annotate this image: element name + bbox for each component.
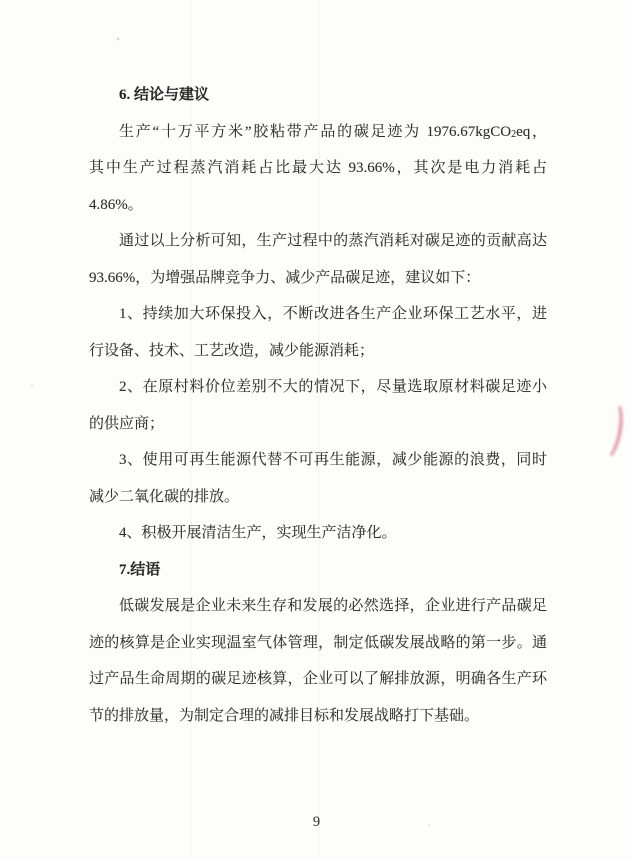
document-page-content [89,77,547,734]
text-segment: 生产“十万平方米”胶粘带产品的碳足迹为 1976.67kgCO [119,123,512,140]
text-line: 减少二氧化碳的排放。 [89,488,240,505]
scan-speck [31,385,33,387]
text-line: 过产品生命周期的碳足迹核算，企业可以了解排放源，明确各生产环 [89,671,547,687]
text-line: 通过以上分析可知，生产过程中的蒸汽消耗对碳足迹的贡献高达 [119,233,547,249]
section-heading-conclusions: 6. 结论与建议 [119,87,210,103]
recommendation-line-1: 1、持续加大环保投入，不断改进各生产企业环保工艺水平，进 [119,306,547,322]
text-line: 其中生产过程蒸汽消耗占比最大达 93.66%，其次是电力消耗占 [89,160,547,176]
text-segment: eq， [516,123,547,140]
text-line: 93.66%，为增强品牌竞争力、减少产品碳足迹，建议如下： [89,269,481,286]
co2-subscript: 2 [511,128,517,140]
recommendation-line-2: 2、在原村料价位差别不大的情况下，尽量选取原材料碳足迹小 [119,379,547,395]
red-ink-mark [594,398,627,461]
page-number: 9 [312,814,321,830]
scan-speck [117,38,119,40]
section-heading-epilogue: 7.结语 [119,561,161,578]
text-line: 4.86%。 [89,196,143,213]
text-line: 行设备、技术、工艺改造，减少能源消耗； [89,342,375,359]
text-line: 迹的核算是企业实现温室气体管理，制定低碳发展战略的第一步。通 [89,634,547,651]
text-line: 节的排放量，为制定合理的减排目标和发展战略打下基础。 [89,707,480,724]
text-line: 的供应商； [89,415,165,432]
recommendation-line-3: 3、使用可再生能源代替不可再生能源，减少能源的浪费，同时 [119,452,547,468]
text-line: 低碳发展是企业未来生存和发展的必然选择，企业进行产品碳足 [119,598,547,614]
text-line [89,114,547,151]
recommendation-line-4: 4、积极开展清洁生产，实现生产洁净化。 [119,525,397,541]
